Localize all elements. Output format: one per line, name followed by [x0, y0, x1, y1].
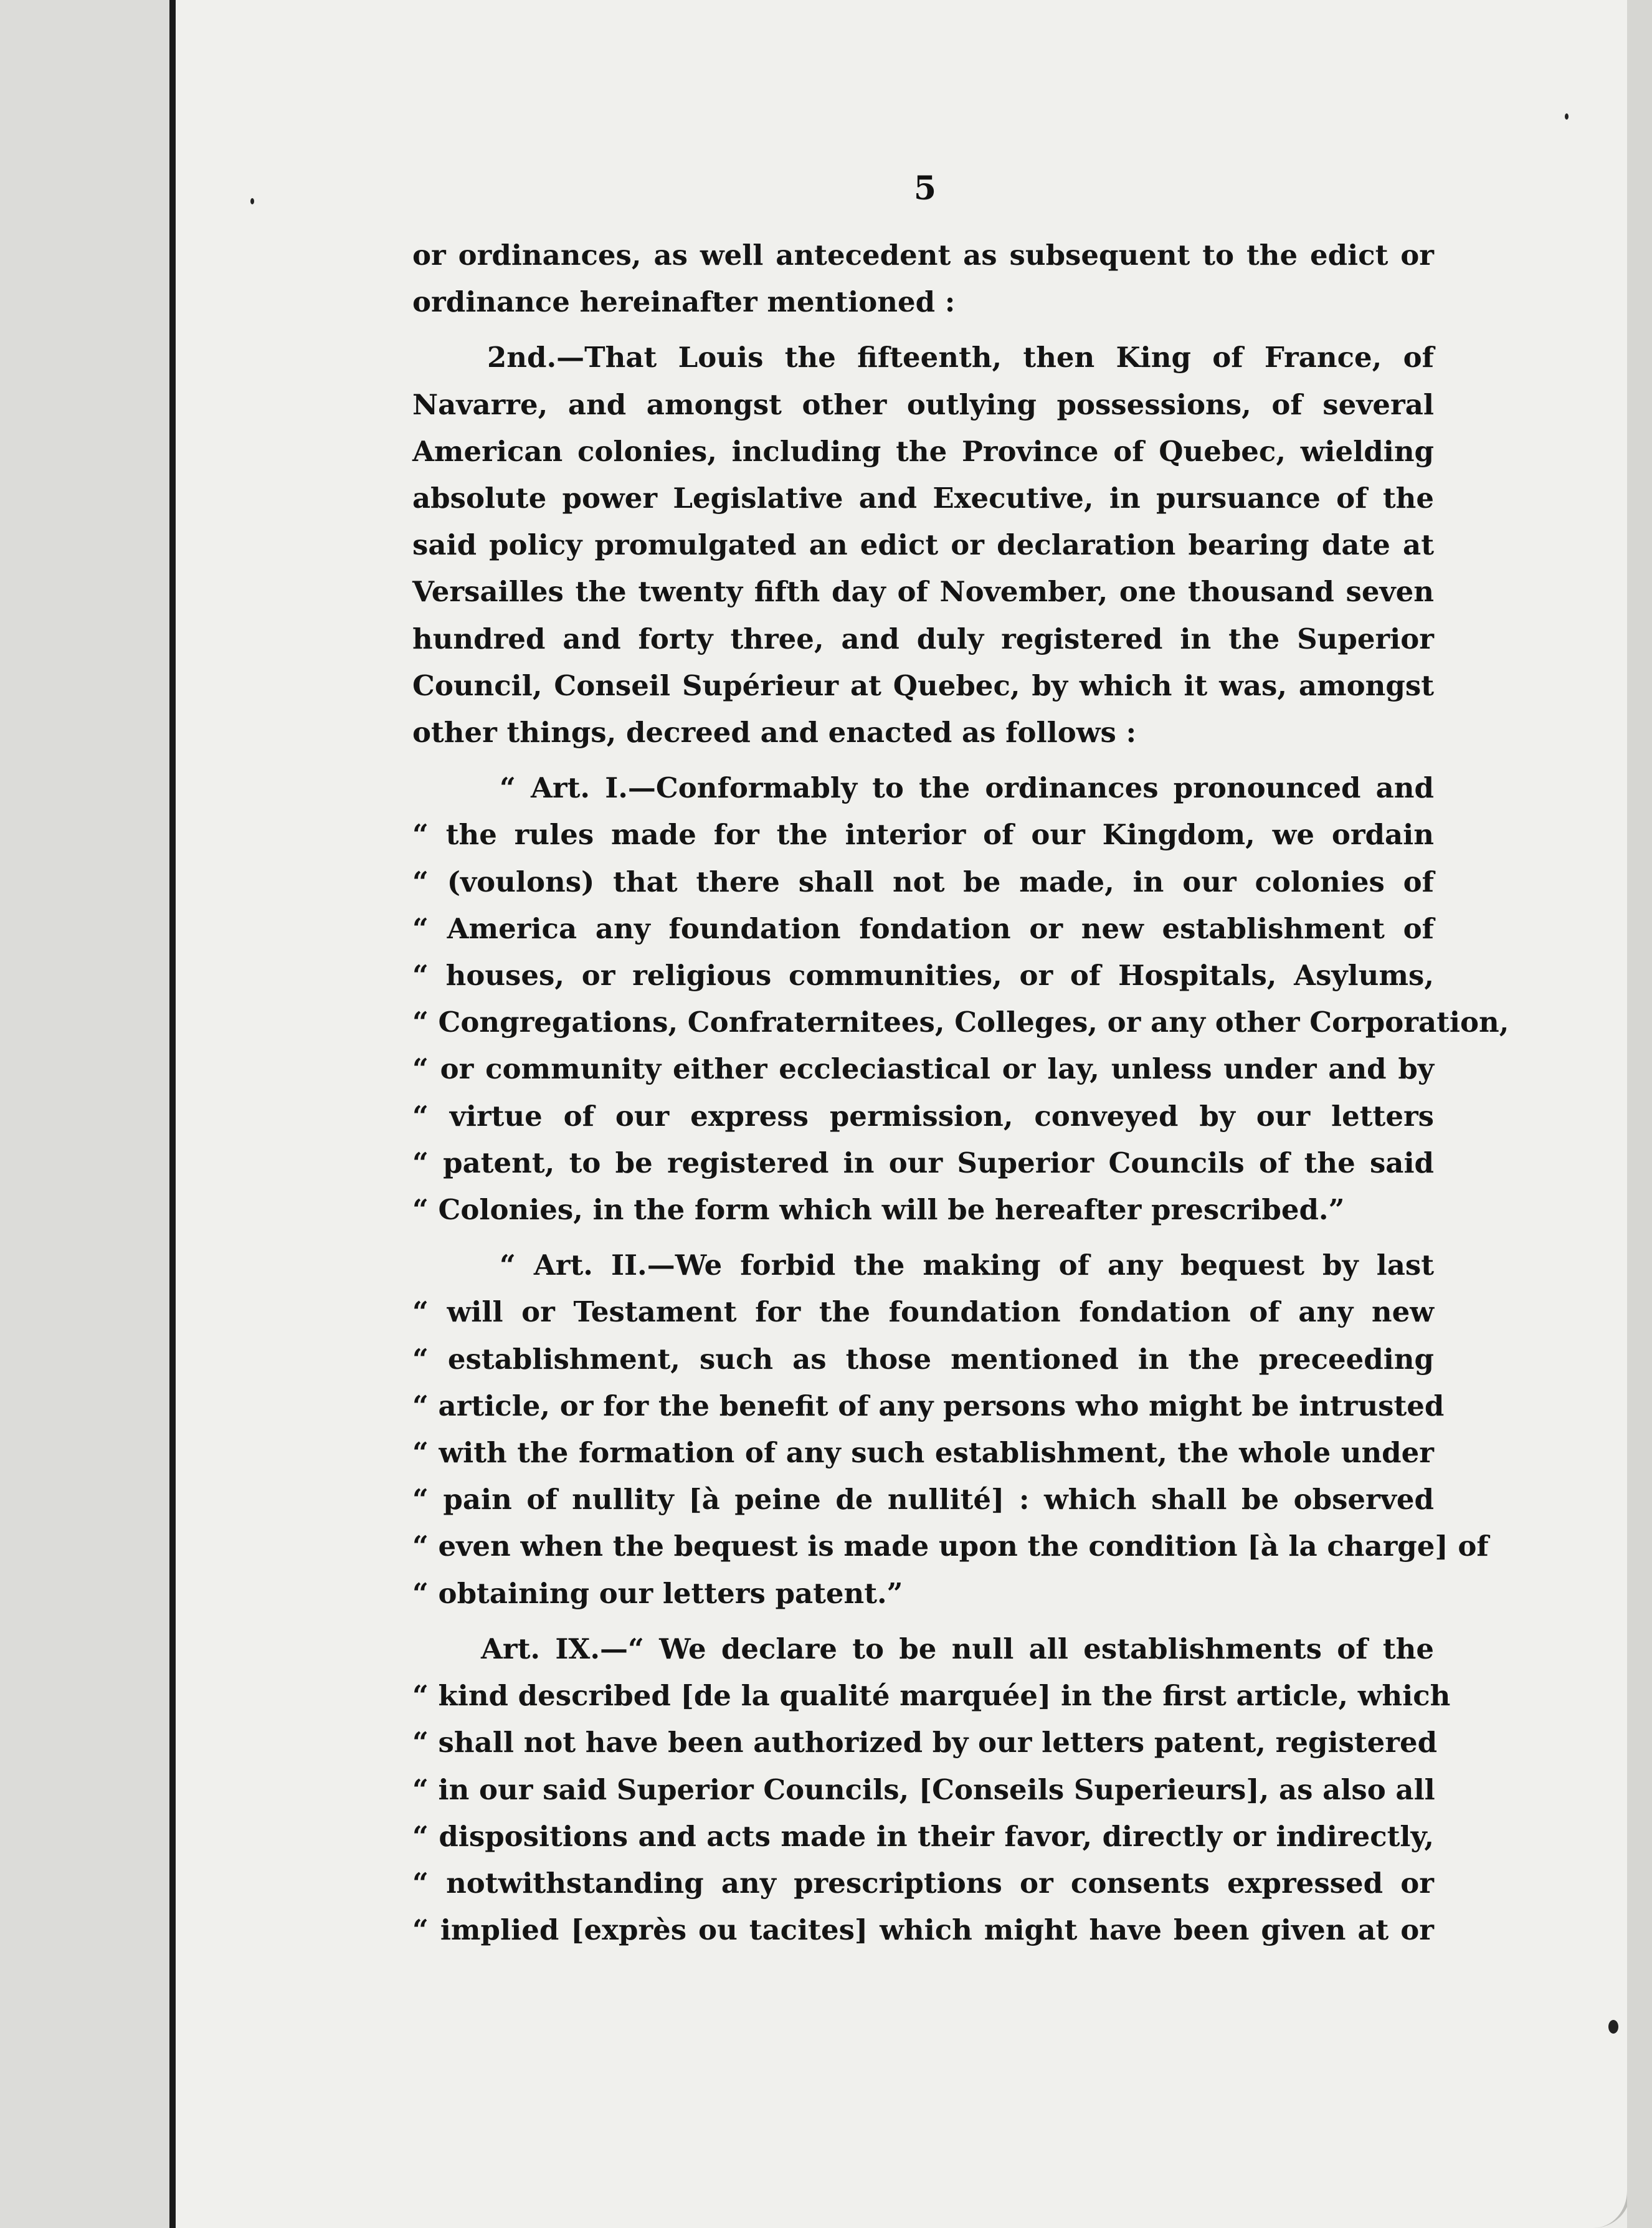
paragraph-article-1: [412, 764, 1509, 1233]
text-line: “ or community either eccleciastical or lay, unless under and by: [412, 1052, 1434, 1086]
text-line: “ shall not have been authorized by our letters patent, registered: [412, 1726, 1438, 1759]
text-line: “ dispositions and acts made in their favor, directly or indirectly,: [412, 1819, 1434, 1853]
text-line: “ houses, or religious communities, or of Hospitals, Asylums,: [412, 959, 1434, 993]
text-line: “ establishment, such as those mentioned in the preceeding: [412, 1342, 1434, 1376]
text-line: American colonies, including the Province of Quebec, wielding: [412, 434, 1434, 468]
paragraph-article-2: [412, 1242, 1489, 1617]
text-line: “ Art. I.—Conformably to the ordinances pronounced and: [500, 771, 1434, 805]
margin-speck: [1565, 113, 1569, 120]
text-line: Art. IX.—“ We declare to be null all establishments of the: [481, 1632, 1434, 1665]
body-text: [412, 232, 1509, 1962]
book-binding-margin: [0, 0, 169, 2228]
paragraph-second-point: [412, 334, 1434, 756]
text-line: Versailles the twenty fifth day of November, one thousand seven: [412, 575, 1434, 609]
text-line: “ Art. II.—We forbid the making of any bequest by last: [500, 1249, 1434, 1282]
text-line: “ pain of nullity [à peine de nullité] : which shall be observed: [412, 1483, 1434, 1516]
text-line: “ patent, to be registered in our Superior Councils of the said: [412, 1146, 1434, 1179]
text-line: “ in our said Superior Councils, [Conseils Superieurs], as also all: [412, 1773, 1435, 1806]
text-line: other things, decreed and enacted as follows :: [412, 716, 1137, 750]
paragraph-opening: [412, 232, 1434, 325]
scanner-background-strip: [1627, 0, 1652, 2228]
page-gutter-edge: [169, 0, 176, 2228]
text-line: Navarre, and amongst other outlying possessions, of several: [412, 388, 1434, 421]
text-line: “ article, or for the benefit of any persons who might be intrusted: [412, 1389, 1445, 1422]
text-line: hundred and forty three, and duly registered in the Superior: [412, 622, 1434, 655]
text-line: “ kind described [de la qualité marquée] in the first article, which: [412, 1679, 1451, 1713]
text-line: or ordinances, as well antecedent as subsequent to the edict or: [412, 239, 1434, 272]
text-line: “ notwithstanding any prescriptions or consents expressed or: [412, 1866, 1434, 1900]
text-line: said policy promulgated an edict or declaration bearing date at: [412, 528, 1434, 562]
text-line: “ America any foundation fondation or new establishment of: [412, 912, 1434, 945]
text-line: 2nd.—That Louis the fifteenth, then King of France, of: [487, 341, 1434, 374]
text-line: “ with the formation of any such establishment, the whole under: [412, 1436, 1434, 1470]
paragraph-article-9: [412, 1626, 1451, 1953]
text-line: “ (voulons) that there shall not be made, in our colonies of: [412, 865, 1434, 898]
page-number: 5: [913, 169, 937, 207]
text-line: “ obtaining our letters patent.”: [412, 1576, 903, 1610]
margin-speck: [250, 198, 254, 204]
text-line: Council, Conseil Supérieur at Quebec, by which it was, amongst: [412, 669, 1434, 702]
text-line: “ will or Testament for the foundation fondation of any new: [412, 1295, 1434, 1329]
margin-speck: [1608, 2020, 1618, 2034]
text-line: “ even when the bequest is made upon the condition [à la charge] of: [412, 1530, 1489, 1563]
text-line: “ Congregations, Confraternitees, Colleges, or any other Corporation,: [412, 1006, 1509, 1039]
text-line: absolute power Legislative and Executive, in pursuance of the: [412, 482, 1434, 515]
text-line: ordinance hereinafter mentioned :: [412, 285, 956, 319]
text-line: “ Colonies, in the form which will be hereafter prescribed.”: [412, 1193, 1345, 1227]
text-line: “ implied [exprès ou tacites] which might have been given at or: [412, 1913, 1434, 1947]
text-line: “ virtue of our express permission, conveyed by our letters: [412, 1099, 1434, 1133]
text-line: “ the rules made for the interior of our Kingdom, we ordain: [412, 818, 1434, 852]
